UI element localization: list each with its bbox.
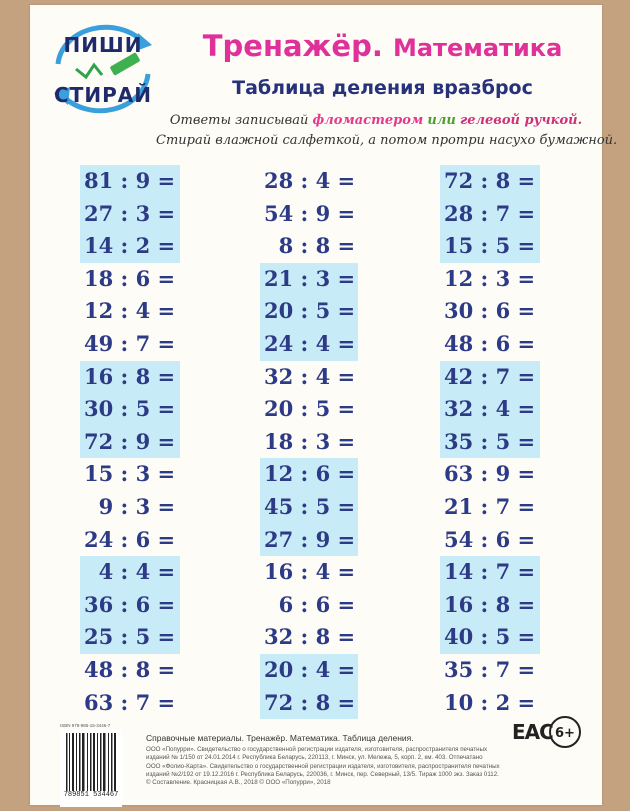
division-problem: 24 : 4 = xyxy=(260,328,358,361)
division-problem: 25 : 5 = xyxy=(80,621,180,654)
division-problem: 20 : 5 = xyxy=(260,295,358,328)
division-problem: 15 : 3 = xyxy=(84,461,176,487)
division-problem: 27 : 3 = xyxy=(80,198,180,231)
footer-line: изданий №2/192 от 19.12.2016 г. Республика Беларусь, 220036, г. Минск, пер. Северный, 13/5. Тираж 1000 экз. Заказ 0112. xyxy=(146,770,499,778)
division-problem: 48 : 8 = xyxy=(84,656,176,682)
division-problem: 48 : 6 = xyxy=(444,330,536,356)
division-problem: 54 : 9 = xyxy=(264,200,356,226)
logo-bottom-text: СТИРАЙ xyxy=(54,83,152,107)
division-problem: 30 : 5 = xyxy=(80,393,180,426)
division-problem: 49 : 7 = xyxy=(84,330,176,356)
division-problem: 36 : 6 = xyxy=(80,589,180,622)
division-problem: 18 : 6 = xyxy=(84,265,176,291)
division-problem: 4 : 4 = xyxy=(80,556,180,589)
division-problem: 21 : 7 = xyxy=(444,493,536,519)
instruction-text: Ответы записывай xyxy=(169,113,309,128)
division-problem: 32 : 4 = xyxy=(264,363,356,389)
division-problem: 42 : 7 = xyxy=(440,361,540,394)
division-problem: 14 : 7 = xyxy=(440,556,540,589)
division-problem: 27 : 9 = xyxy=(260,524,358,557)
instruction-marker: фломастером xyxy=(312,113,424,128)
division-problem: 72 : 8 = xyxy=(440,165,540,198)
division-problem: 28 : 4 = xyxy=(264,168,356,193)
division-problem: 54 : 6 = xyxy=(444,526,536,552)
division-problem: 10 : 2 = xyxy=(444,689,536,715)
worksheet xyxy=(30,5,618,805)
eac-mark: EAC xyxy=(512,720,553,744)
instruction-or: или xyxy=(427,113,456,128)
division-column-1 xyxy=(80,165,250,719)
division-problem: 45 : 5 = xyxy=(260,491,358,524)
division-problem: 16 : 4 = xyxy=(264,559,356,585)
footer-line: ООО «Фолио-Карта». Свидетельство о государственной регистрации издателя, изготовителя, распространителя печатных xyxy=(146,762,500,770)
division-problem: 20 : 5 = xyxy=(264,396,356,422)
footer-title: Справочные материалы. Тренажёр. Математика. Таблица деления. xyxy=(146,733,414,743)
logo-top-text: ПИШИ xyxy=(63,33,143,57)
division-problem: 28 : 7 = xyxy=(440,198,540,231)
isbn-text: ISBN 978-985-15-3446-7 xyxy=(60,723,111,728)
division-problem: 12 : 4 = xyxy=(84,298,176,324)
division-problem: 20 : 4 = xyxy=(260,654,358,687)
division-problem: 32 : 4 = xyxy=(440,393,540,426)
page-title xyxy=(170,29,595,63)
division-problem: 21 : 3 = xyxy=(260,263,358,296)
footer-line: изданий № 1/150 от 24.01.2014 г. Республика Беларусь, 220113, г. Минск, ул. Мележа, 5, корп. 2, км. 403. Отпечатано xyxy=(146,754,483,762)
division-problem: 32 : 8 = xyxy=(264,624,356,650)
division-problem: 72 : 9 = xyxy=(80,426,180,459)
division-problem: 16 : 8 = xyxy=(80,361,180,394)
footer-line: © Составление. Красницкая А.В., 2018 © ООО «Попурри», 2018 xyxy=(146,779,331,787)
division-problem: 30 : 6 = xyxy=(444,298,536,324)
footer-line: ООО «Попурри». Свидетельство о государственной регистрации издателя, изготовителя, распространителя печатных xyxy=(146,746,488,754)
division-problem: 15 : 5 = xyxy=(440,230,540,263)
division-column-2 xyxy=(260,165,430,719)
age-rating-badge: 6+ xyxy=(549,716,581,748)
brand-logo xyxy=(48,19,158,117)
instruction-line-1 xyxy=(156,113,596,128)
division-problem: 8 : 8 = xyxy=(264,233,356,259)
footer-imprint xyxy=(146,734,556,787)
division-problem: 63 : 7 = xyxy=(84,689,176,715)
division-problem: 40 : 5 = xyxy=(440,621,540,654)
division-problem: 35 : 5 = xyxy=(440,426,540,459)
instruction-line-2: Стирай влажной салфеткой, а потом протри насухо бумажной. xyxy=(156,133,618,148)
title-main: Тренажёр. xyxy=(202,29,383,63)
division-problem: 18 : 3 = xyxy=(264,428,356,454)
instruction-pen: гелевой ручкой. xyxy=(459,113,583,128)
division-problem: 12 : 6 = xyxy=(260,458,358,491)
division-problem: 14 : 2 = xyxy=(80,230,180,263)
division-problem: 63 : 9 = xyxy=(444,461,536,487)
division-problem: 6 : 6 = xyxy=(264,591,356,617)
division-problem: 9 : 3 = xyxy=(84,493,176,519)
division-problem: 16 : 8 = xyxy=(440,589,540,622)
division-problem: 12 : 3 = xyxy=(444,265,536,291)
page-subtitle: Таблица деления вразброс xyxy=(232,77,533,99)
division-column-3 xyxy=(440,165,610,719)
division-problem: 35 : 7 = xyxy=(444,656,536,682)
division-problem: 81 : 9 = xyxy=(80,165,180,198)
barcode-number: 789851 534467 xyxy=(63,791,119,799)
division-problem: 72 : 8 = xyxy=(260,687,358,720)
title-rest: Математика xyxy=(392,34,563,62)
division-problem: 24 : 6 = xyxy=(84,526,176,552)
